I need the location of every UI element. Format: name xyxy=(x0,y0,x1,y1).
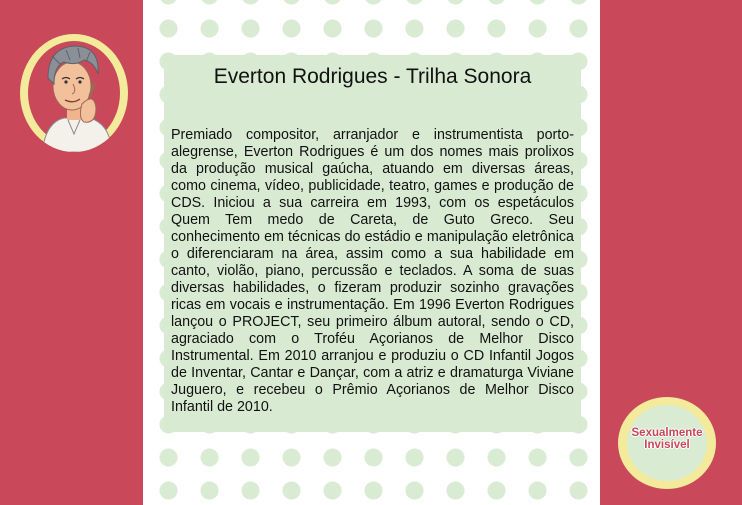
badge-line-1: Sexualmente xyxy=(631,427,703,439)
badge-line-2: Invisível xyxy=(644,439,690,451)
sexualmente-invisivel-badge[interactable] xyxy=(618,397,716,489)
caricature-portrait-icon xyxy=(20,34,128,152)
avatar[interactable] xyxy=(20,34,128,152)
badge-label xyxy=(618,427,716,451)
bio-card xyxy=(164,55,581,432)
page-title: Everton Rodrigues - Trilha Sonora xyxy=(213,65,532,88)
bio-paragraph: Premiado compositor, arranjador e instrumentista porto-alegrense, Everton Rodrigues é um dos nomes mais prolixos da produção musical gaúcha, atuando em diversas áreas, como cinema, vídeo, publicidade, teatro, games e produção de CDS. Iniciou a sua carreira em 1993, com os espetáculos Quem Tem medo de Careta, de Guto Greco. Seu conhecimento em técnicas do estádio e manipulação eletrônica o diferenciaram na área, assim como a sua habilidade em canto, violão, piano, percussão e teclados. A soma de suas diversas habilidades, o fizeram produzir sozinho gravações ricas em vocais e instrumentação. Em 1996 Everton Rodrigues lançou o PROJECT, seu primeiro álbum autoral, sendo o CD, agraciado com o Troféu Açorianos de Melhor Disco Instrumental. Em 2010 arranjou e produziu o CD Infantil Jogos de Inventar, Cantar e Dançar, com a atriz e dramaturga Viviane Juguero, e recebeu o Prêmio Açorianos de Melhor Disco Infantil de 2010. xyxy=(171,127,574,415)
